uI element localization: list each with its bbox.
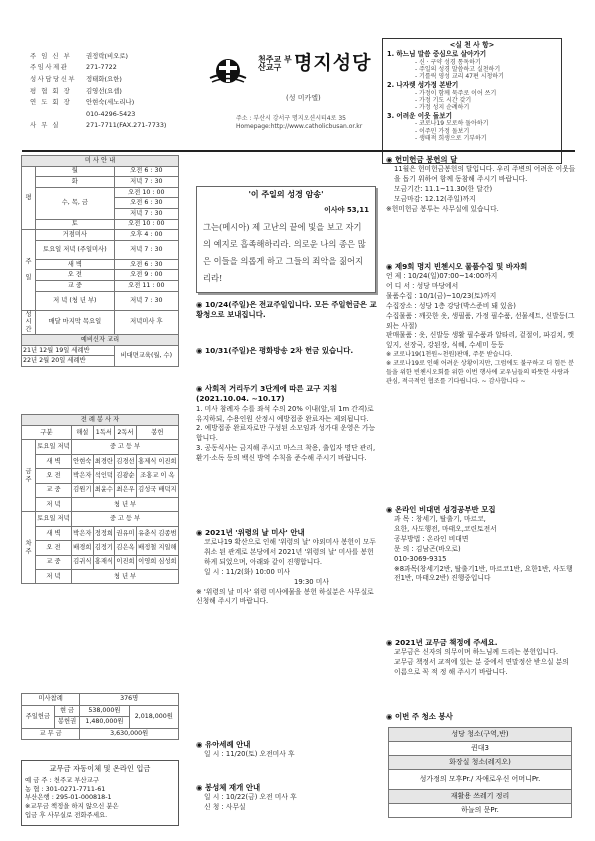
edu-title: 예비신자 교리 xyxy=(22,335,179,346)
info-value: 권정락(비오로) xyxy=(86,51,129,60)
mass-day: 오 전 xyxy=(36,270,115,281)
servers-name: 박은자 xyxy=(72,469,94,483)
mass-time: 오전 11 : 00 xyxy=(114,280,178,291)
bank-title: 교무금 자동이체 및 온라인 입금 xyxy=(49,764,151,773)
servers-name: 청 년 부 xyxy=(72,497,179,511)
bank-line: 부산은행 : 295-01-000818-1 xyxy=(25,793,112,802)
parish-name: 명지성당 xyxy=(294,52,372,74)
servers-col: 구분 xyxy=(22,426,72,440)
servers-slot: 토요일 저녁 xyxy=(36,440,72,454)
dues-title: ◉ 2021년 교무금 책정에 주세요. xyxy=(386,638,498,647)
practice-item: - 가정이 함께 묵주로 이어 쓰기 xyxy=(415,89,497,97)
info-key: 평 협 회 장 xyxy=(30,86,72,95)
offering-value: 376명 xyxy=(80,694,179,706)
servers-name: 김정기 xyxy=(93,541,115,555)
bank-line: 입금 후 사무실로 전화주세요. xyxy=(25,810,108,819)
bazaar-line: 수집물품 : 깨끗한 옷, 생필품, 가정 필수품, 선물세트, 신발등(그 외는 사절) xyxy=(386,311,575,330)
all-souls-note: ※ '위령의 날 미사' 위령 미사예물을 봉헌 하실분은 사무실로 신청해 주시기 바랍니다. xyxy=(196,587,374,606)
info-value: 271-7711(FAX.271-7733) xyxy=(86,121,167,130)
notice-all-souls xyxy=(196,528,380,607)
info-value: 정태화(요한) xyxy=(86,74,122,83)
mass-day: 토요일 저녁 (주일미사) xyxy=(36,240,115,259)
servers-name: 김원기 xyxy=(72,483,94,497)
practice-item: - 생태적 희생으로 기부하기 xyxy=(415,134,487,142)
mass-time: 저녁 7 : 30 xyxy=(114,240,178,259)
practice-item: - 주일의 성경 말씀하고 실천하기 xyxy=(415,65,501,73)
bible-study-note: ※8과목(창세기2반, 탈출기1반, 마르코1반, 요한1반, 사도행전1반, 마태오2반) 진행중입니다 xyxy=(394,564,573,583)
mass-day: 교 중 xyxy=(36,280,115,291)
bank-info-box xyxy=(21,760,179,826)
servers-name: 이영희 심성희 xyxy=(136,555,178,569)
practice-heading: 3. 어려운 이웃 돌보기 xyxy=(387,112,452,121)
mass-group: 성 시간 xyxy=(22,310,36,335)
dues-body: 교무금은 신자의 의무이며 하느님께 드리는 봉헌입니다. xyxy=(394,648,558,657)
distancing-item: 1. 미사 참례자 수를 좌석 수의 20% 이내(앞,뒤 1m 간격)로 유지하되, 수용인원 산정시 예방접종 완료자는 제외됩니다. xyxy=(196,404,374,423)
servers-slot: 교 중 xyxy=(36,483,72,497)
communion-line: 신 청 : 사무실 xyxy=(204,803,246,812)
cleaning-cell: 퀸대3 xyxy=(389,742,572,756)
servers-title: 전 례 봉 사 자 xyxy=(22,415,179,426)
mass-group: 주 일 xyxy=(22,230,36,310)
offering-sub: 봉헌권 xyxy=(54,717,79,729)
servers-name: 배경희 xyxy=(72,541,94,555)
notice-dues xyxy=(386,638,576,678)
bank-line: ※교무금 책정을 하지 않으신 분은 xyxy=(25,802,119,811)
servers-col: 봉헌 xyxy=(136,426,178,440)
bible-study-line: 과 목 : 창세기, 탈출기, 마르코, xyxy=(394,515,486,524)
offering-table xyxy=(21,693,179,740)
practice-heading: 1. 하느님 말씀 중심으로 살아가기 xyxy=(387,50,487,59)
notice-communion xyxy=(196,783,380,813)
servers-col: 해설 xyxy=(72,426,94,440)
mass-time: 오전 6 : 30 xyxy=(114,259,178,270)
address-block xyxy=(236,115,406,130)
rice-body: 11월은 헌미헌금봉헌의 달입니다. 우리 주변의 어려운 이웃들을 돕기 위하여 함께 동참해 주시기 바랍니다. xyxy=(394,165,576,184)
edu-class: 21년 12월 19일 세례반 xyxy=(22,345,115,356)
servers-name: 김은옥 xyxy=(115,541,137,555)
servers-slot: 토요일 저녁 xyxy=(36,512,72,526)
rice-period: 모금기간: 11.1~11.30(한 달간) xyxy=(394,185,493,194)
address: 주소 : 부산시 강서구 명지오션시티4로 35 xyxy=(236,115,346,122)
mass-time: 오전 6 : 30 xyxy=(114,198,178,209)
info-key: 주 임 신 부 xyxy=(30,51,72,60)
practice-item: - 가정 기도 시간 갖기 xyxy=(415,96,472,104)
all-souls-time: 일 시 : 11/2(화) 10:00 미사 xyxy=(204,567,291,576)
servers-name: 정정희 xyxy=(93,526,115,540)
servers-name: 중 고 등 부 xyxy=(72,512,179,526)
mass-group: 평 xyxy=(22,166,36,230)
cleaning-cell: 성당 청소(구역,반) xyxy=(389,728,572,742)
distancing-title: ◉ 사회적 거리두기 3단계에 따른 교구 지침 (2021.10.04. ~10.17) xyxy=(196,384,338,404)
mass-day: 월 xyxy=(36,166,115,177)
cleaning-cell: 성가정의 모후Pr./ 자애로우신 어머니Pr. xyxy=(389,770,572,790)
offering-sub: 현 금 xyxy=(54,705,79,717)
servers-name: 석인덕 xyxy=(93,469,115,483)
bank-line: 농 협 : 301-0271-7711-61 xyxy=(25,784,106,793)
practice-item: - 가정 성지 순례하기 xyxy=(415,103,470,111)
servers-col: 2독서 xyxy=(115,426,137,440)
offering-label: 미사참례 xyxy=(22,694,80,706)
mass-title: 미 사 안 내 xyxy=(22,156,179,167)
info-key: 사 무 실 xyxy=(30,121,61,130)
servers-slot: 오 전 xyxy=(36,469,72,483)
communion-line: 일 시 : 10/22(금) 오전 미사 후 xyxy=(204,793,297,802)
scripture-ref: 이사야 53,11 xyxy=(324,206,369,214)
communion-title: ◉ 봉성체 재개 안내 xyxy=(196,783,261,792)
mass-day: 새 벽 xyxy=(36,259,115,270)
distancing-item: 2. 예방접종 완료자로만 구성된 소모임과 성가대 운영은 가능합니다. xyxy=(196,424,376,443)
servers-col: 1독서 xyxy=(93,426,115,440)
mass-day: 저 녁 (청 년 부) xyxy=(36,291,115,310)
all-souls-time: 19:30 미사 xyxy=(294,577,329,586)
bible-study-line: 문 의 : 김남곤(바오로) xyxy=(394,544,461,553)
parish-info xyxy=(30,50,210,131)
bazaar-title: ◉ 제9회 명지 빈첸시오 물품수집 및 바자회 xyxy=(386,262,528,271)
info-value: 271-7722 xyxy=(86,63,117,72)
cleaning-cell: 화장실 청소(레지오) xyxy=(389,756,572,770)
mass-day: 수, 목, 금 xyxy=(36,187,115,219)
servers-name: 김성국 배덕지 xyxy=(136,483,178,497)
info-key: 연 도 회 장 xyxy=(30,98,72,107)
servers-name: 최은우 xyxy=(115,483,137,497)
notice-second-collection: ◉ 10/31(주일)은 평화방송 2차 헌금 있습니다. xyxy=(196,346,354,355)
servers-name: 홍제식 이진희 xyxy=(136,454,178,468)
mass-schedule-table xyxy=(21,155,179,367)
notice-bible-study xyxy=(386,505,576,584)
notice-mission-sunday: ◉ 10/24(주일)은 전교주일입니다. 모든 주일헌금은 교황청으로 보내집니다. xyxy=(196,300,377,320)
servers-name: 박은자 xyxy=(72,526,94,540)
scripture-title: '이 주일의 성경 암송' xyxy=(248,190,324,199)
mass-time: 오전 6 : 30 xyxy=(114,166,178,177)
servers-name: 김경선 xyxy=(115,454,137,468)
bank-line: 예 금 주 : 천주교 부산교구 xyxy=(25,776,100,785)
info-key: 성사담당신부 xyxy=(30,74,77,83)
notice-infant-baptism xyxy=(196,740,380,760)
baptism-body: 일 시 : 11/20(토) 오전미사 후 xyxy=(204,750,295,759)
servers-name: 최경란 xyxy=(93,454,115,468)
bazaar-note: ※ 코로나19(1천원~천원)판매, 주문 받습니다. xyxy=(386,351,513,359)
practice-heading: 2. 나자렛 성가정 본받기 xyxy=(387,81,459,90)
servers-name: 중 고 등 부 xyxy=(72,440,179,454)
bazaar-line: 수집장소 : 성당 1층 강당(박스준비 돼 있음) xyxy=(386,301,516,310)
offering-label: 주일헌금 xyxy=(22,705,55,728)
bazaar-note: ※ 코로나19로 인해 어려운 상황이지만, 그럼에도 불구하고 더 힘든 분들을 위한 빈첸시오회를 위한 이번 행사에 교우님들의 따뜻한 사랑과 관심, 적극적인 협조를 기다립니다. ~ 감사합니다 ~ xyxy=(386,360,575,386)
bible-study-line: 요한, 사도행전, 마태오,코린토전서 xyxy=(394,525,497,534)
servers-slot: 새 벽 xyxy=(36,454,72,468)
mass-time: 오전 10 : 00 xyxy=(114,187,178,198)
bazaar-line: 물품수집 : 10/1(금)~10/23(토)까지 xyxy=(386,292,497,301)
mass-time: 저녁 7 : 30 xyxy=(114,177,178,188)
info-value: 안현숙(세노리나) xyxy=(86,98,135,107)
servers-name: 권유미 xyxy=(115,526,137,540)
offering-value: 3,630,000원 xyxy=(80,728,179,740)
offering-value: 1,480,000원 xyxy=(80,717,129,729)
practice-item: - 신 · 구약 성경 통독하기 xyxy=(415,58,481,66)
bazaar-line: 언 제 : 10/24(일)07:00~14:00까지 xyxy=(386,272,498,281)
servers-name: 김광순 xyxy=(115,469,137,483)
rice-title: ◉ 헌미헌금 봉헌의 달 xyxy=(386,155,458,164)
edu-method: 비대면교육(월, 수) xyxy=(114,345,178,366)
servers-name: 유춘식 김종범 xyxy=(136,526,178,540)
servers-name: 홍재식 xyxy=(93,555,115,569)
patron-saint: (성 미카엘) xyxy=(286,94,321,102)
all-souls-body: 코로나19 확산으로 인해 '위령의 날' 야외미사 봉헌이 모두 취소 된 관계로 본당에서 2021년 '위령의 날' 미사를 봉헌하게 되었으며, 아래와 같이 진행합니다. xyxy=(204,538,376,567)
scripture-text: 그는(메시아) 제 고난의 끝에 빛을 보고 자기의 예지로 흡족해하리라. 의로운 나의 종은 많은 이들을 의롭게 하고 그들의 죄악을 짊어지리라! xyxy=(203,221,366,283)
all-souls-title: ◉ 2021년 '위령의 날 미사' 안내 xyxy=(196,528,305,537)
dues-body: 교무금 책정서 교적에 있는 분 중에서 연말정산 받으실 분의 이름으로 꼭 적 정 해 주시기 바랍니다. xyxy=(394,658,569,677)
parish-title xyxy=(258,52,398,76)
mass-time: 오전 10 : 00 xyxy=(114,219,178,230)
offering-value: 538,000원 xyxy=(80,705,129,717)
rice-note: ※헌미헌금 봉투는 사무실에 있습니다. xyxy=(386,204,499,213)
info-key: 주임사제관 xyxy=(30,63,69,72)
servers-week: 금 주 xyxy=(22,440,36,512)
mass-time: 오전 9 : 00 xyxy=(114,270,178,281)
scripture-box xyxy=(196,186,376,293)
bible-study-line: 010-3069-9315 xyxy=(394,554,447,563)
servers-slot: 새 벽 xyxy=(36,526,72,540)
servers-slot: 교 중 xyxy=(36,555,72,569)
servers-slot: 저 녁 xyxy=(36,569,72,583)
mass-time: 저녁 7 : 30 xyxy=(114,208,178,219)
bible-study-line: 공부방법 : 온라인 비대면 xyxy=(394,535,469,544)
cleaning-table xyxy=(388,727,572,818)
mass-day: 화 xyxy=(36,177,115,188)
mass-time: 저녁미사 후 xyxy=(114,310,178,335)
homepage-link[interactable]: Homepage:http://www.catholicbusan.or.kr xyxy=(236,122,363,130)
edu-class: 22년 2월 20일 세례반 xyxy=(22,356,115,367)
practice-item: - 기를릭 영성 교리 47편 시청하기 xyxy=(415,73,504,81)
notice-rice-offering xyxy=(386,155,576,215)
diocese-label: 천주교 부산교구 xyxy=(258,54,292,72)
servers-name: 청 년 부 xyxy=(72,569,179,583)
bible-study-title: ◉ 온라인 비대면 성경공부반 모집 xyxy=(386,505,496,514)
mass-day: 토 xyxy=(36,219,115,230)
cleaning-title: ◉ 이번 주 청소 봉사 xyxy=(386,712,453,721)
servers-name: 최윤수 xyxy=(93,483,115,497)
servers-slot: 오 전 xyxy=(36,541,72,555)
mass-time: 오후 4 : 00 xyxy=(114,230,178,241)
mass-day: 거점미사 xyxy=(36,230,115,241)
baptism-title: ◉ 유아세례 안내 xyxy=(196,740,251,749)
rice-deadline: 모금마감: 12.12(주일)까지 xyxy=(394,194,476,203)
cleaning-cell: 재활용 쓰레기 정리 xyxy=(389,790,572,804)
notice-distancing xyxy=(196,384,380,464)
offering-total: 2,018,000원 xyxy=(129,705,178,728)
info-value: 010-4296-5423 xyxy=(86,109,136,118)
servers-week: 차 주 xyxy=(22,512,36,584)
mass-time: 저녁 7 : 30 xyxy=(114,291,178,310)
offering-label: 교 무 금 xyxy=(22,728,80,740)
servers-name: 조홍교 이 옥 xyxy=(136,469,178,483)
practice-box xyxy=(382,38,562,164)
liturgy-servers-table xyxy=(21,414,179,584)
distancing-item: 3. 공동식사는 금지해 주시고 마스크 착용, 출입자 명단 관리, 환기·소독 등의 백신 방역 수칙을 준수해 주시기 바랍니다. xyxy=(196,444,376,462)
bazaar-line: 어 디 서 : 성당 마당에서 xyxy=(386,282,459,291)
cross-logo-icon xyxy=(208,56,248,86)
servers-name: 안현숙 xyxy=(72,454,94,468)
servers-name: 배정철 지일해 xyxy=(136,541,178,555)
practice-title: <실 천 사 항> xyxy=(449,41,495,49)
bazaar-line: 판매물품 : 옷, 신발등 생활 필수품과 알타리, 겉절이, 파김치, 깻잎지, 선장국, 강된장, 식혜, 수세미 등등 xyxy=(386,331,574,350)
servers-name: 이진희 xyxy=(115,555,137,569)
servers-name: 김귀식 xyxy=(72,555,94,569)
practice-item: - 코로나19 모로하 돌아하기 xyxy=(415,120,489,128)
practice-item: - 이주민 가정 돌보기 xyxy=(415,127,470,135)
header-divider xyxy=(22,150,575,152)
info-value: 김영선(요셉) xyxy=(86,86,122,95)
cleaning-cell: 하늘의 문Pr. xyxy=(389,804,572,818)
servers-slot: 저 녁 xyxy=(36,497,72,511)
mass-day: 매달 마지막 목요일 xyxy=(36,310,115,335)
notice-bazaar xyxy=(386,262,576,387)
